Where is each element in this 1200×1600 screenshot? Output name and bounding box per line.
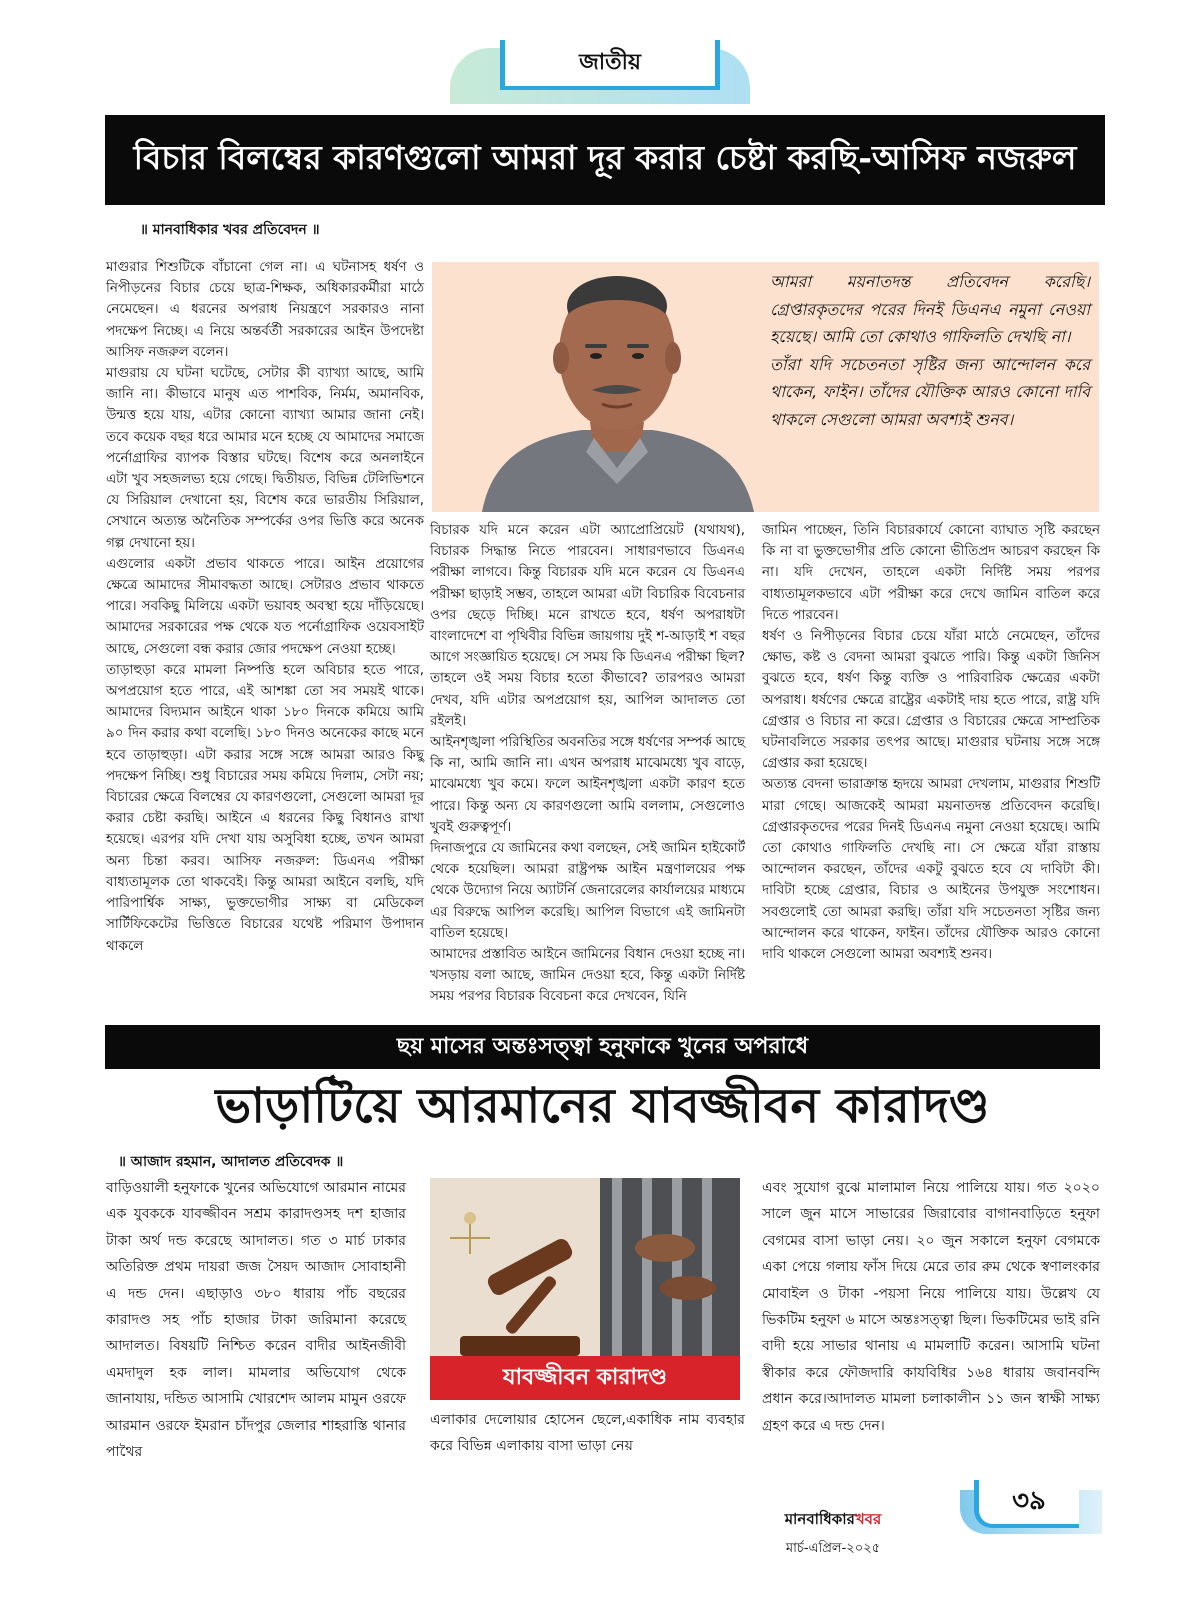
page-number: ৩৯ <box>974 1480 1079 1528</box>
paragraph: মাগুরার শিশুটিকে বাঁচানো গেল না। এ ঘটনাসহ ধর্ষণ ও নিপীড়নের বিচার চেয়ে ছাত্র-শিক্ষক, অধিকারকর্মীরা মাঠে নেমেছেন। এ ধরনের অপরাধ নিয়ন্ত্রণে সরকারও নানা পদক্ষেপ নিচ্ছে। এ নিয়ে অন্তর্বর্তী সরকারের আইন উপদেষ্টা আসিফ নজরুল বলেন। <box>106 260 424 360</box>
story1-byline: ॥ মানবাধিকার খবর প্রতিবেদন ॥ <box>140 222 320 238</box>
story1-column-3 <box>762 520 1100 995</box>
story1-headline: বিচার বিলম্বের কারণগুলো আমরা দূর করার চেষ্টা করছি-আসিফ নজরুল <box>105 115 1105 205</box>
story2-byline: ॥ আজাদ রহমান, আদালত প্রতিবেদক ॥ <box>118 1154 344 1170</box>
paragraph: অত্যন্ত বেদনা ভারাক্রান্ত হৃদয়ে আমরা দেখলাম, মাগুরার শিশুটি মারা গেছে। আজকেই আমরা ময়নাতদন্ত প্রতিবেদন করেছি। গ্রেপ্তারকৃতদের পরের দিনই ডিএনএ নমুনা নেওয়া হয়েছে। আমি তো কোথাও গাফিলতি দেখছি না। সে ক্ষেত্রে যাঁরা রাস্তায় আন্দোলন করছেন, তাঁদের একটু বুঝতে হবে যে দাবিটা কী। দাবিটা হচ্ছে গ্রেপ্তার, বিচার ও আইনের উপযুক্ত সংশোধন। সবগুলোই তো আমরা করছি। তাঁরা যদি সচেতনতা সৃষ্টির জন্য আন্দোলন করে থাকেন, ফাইন। তাঁদের যৌক্তিক আরও কোনো দাবি থাকলে সেগুলো আমরা অবশ্যই শুনব। <box>762 777 1100 963</box>
gavel-image <box>430 1178 740 1400</box>
portrait-photo <box>472 262 762 512</box>
paragraph: মাগুরায় যে ঘটনা ঘটেছে, সেটার কী ব্যাখ্যা আছে, আমি জানি না। কীভাবে মানুষ এত পাশবিক, নির্মম, অমানবিক, উন্মত্ত হয়ে যায়, এটার কোনো ব্যাখ্যা আমার জানা নেই। তবে কয়েক বছর ধরে আমার মনে হচ্ছে যে আমাদের সমাজে পর্নোগ্রাফির ব্যাপক বিস্তার ঘটছে। বিশেষ করে অনলাইনে এটা খুব সহজলভ্য হয়ে গেছে। দ্বিতীয়ত, বিভিন্ন টেলিভিশনে যে সিরিয়াল দেখানো হয়, বিশেষ করে ভারতীয় সিরিয়াল, সেখানে অত্যন্ত অনৈতিক সম্পর্কের ওপর ভিত্তি করে অনেক গল্প দেখানো হয়। <box>106 366 424 551</box>
paragraph: জামিন পাচ্ছেন, তিনি বিচারকার্যে কোনো ব্যাঘাত সৃষ্টি করছেন কি না বা ভুক্তভোগীর প্রতি কোনো ভীতিপ্রদ আচরণ করছেন কি না। যদি দেখেন, তাহলে একটা নির্দিষ্ট সময় পরপর বাধ্যতামূলকভাবে এটা পরীক্ষা করে দেখে জামিন বাতিল করে দিতে পারবেন। <box>762 523 1100 623</box>
logo-part-1: মানবাধিকার <box>784 1510 855 1528</box>
story2-headline: ভাড়াটিয়ে আরমানের যাবজ্জীবন কারাদণ্ড <box>215 1078 990 1134</box>
pull-quote-paragraph: আমরা ময়নাতদন্ত প্রতিবেদন করেছি। গ্রেপ্তারকৃতদের পরের দিনই ডিএনএ নমুনা নেওয়া হয়েছে। আমি তো কোথাও গাফিলতি দেখছি না। <box>770 272 1090 346</box>
pull-quote-paragraph: তাঁরা যদি সচেতনতা সৃষ্টির জন্য আন্দোলন করে থাকেন, ফাইন। তাঁদের যৌক্তিক আরও কোনো দাবি থাকলে সেগুলো আমরা অবশ্যই শুনব। <box>770 354 1090 429</box>
paragraph: এলাকার দেলোয়ার হোসেন ছেলে,একাধিক নাম ব্যবহার করে বিভিন্ন এলাকায় বাসা ভাড়া নেয় <box>430 1412 745 1455</box>
paragraph: এবং সুযোগ বুঝে মালামাল নিয়ে পালিয়ে যায়। গত ২০২০ সালে জুন মাসে সাভারের জিরাবোর বাগানবাড়িতে হনুফা বেগমের বাসা ভাড়া নেয়। ২০ জুন সকালে হনুফা বেগমকে একা পেয়ে গলায় ফাঁস দিয়ে মেরে তার রুম থেকে স্বণালংকার মোবাইল ও টাকা -পয়সা নিয়ে পালিয়ে যায়। উল্লেখ যে ভিকটিম হনুফা ৬ মাসে অন্তঃসত্ত্বা ছিল। ভিকটিমের ভাই রনি বাদী হয়ে সাভার থানায় এ মামলাটি করেন। আসামি ঘটনা স্বীকার করে ফৌজদারি কাযবিধির ১৬৪ ধারায় জবানবন্দি প্রধান করে।আদালত মামলা চলাকালীন ১১ জন স্বাক্ষী সাক্ষ্য গ্রহণ করে এ দন্ড দেন। <box>762 1180 1100 1434</box>
paragraph: দিনাজপুরে যে জামিনের কথা বলছেন, সেই জামিন হাইকোর্ট থেকে হয়েছিল। আমরা রাষ্ট্রপক্ষ আইন মন্ত্রণালয়ের পক্ষ থেকে উদ্যোগ নিয়ে অ্যাটর্নি জেনারেলের কার্যালয়ের মাধ্যমে এর বিরুদ্ধে আপিল করেছি। আপিল বিভাগে এই জামিনটা বাতিল হয়েছে। <box>430 841 745 941</box>
paragraph: এগুলোর একটা প্রভাব থাকতে পারে। আইন প্রয়োগের ক্ষেত্রে আমাদের সীমাবদ্ধতা আছে। সেটারও প্রভাব থাকতে পারে। সবকিছু মিলিয়ে একটা ভয়াবহ অবস্থা হয়ে দাঁড়িয়েছে। আমাদের সরকারের পক্ষ থেকে যত পর্নোগ্রাফিক ওয়েবসাইট আছে, সেগুলো বন্ধ করার জোর পদক্ষেপ নেওয়া হচ্ছে। <box>106 556 424 657</box>
story2-column-2 <box>430 1407 745 1467</box>
paragraph: আইনশৃঙ্খলা পরিস্থিতির অবনতির সঙ্গে ধর্ষণের সম্পর্ক আছে কি না, আমি জানি না। এখন অপরাধ মাঝেমধ্যে খুব বাড়ে, মাঝেমধ্যে খুব কমে। ফলে আইনশৃঙ্খলা একটা কারণ হতে পারে। কিন্তু অন্য যে কারণগুলো আমি বললাম, সেগুলোও খুবই গুরুত্বপূর্ণ। <box>430 735 745 835</box>
story1-column-1 <box>106 257 424 995</box>
paragraph: বাড়িওয়ালী হনুফাকে খুনের অভিযোগে আরমান নামের এক যুবককে যাবজ্জীবন সশ্রম কারাদণ্ডসহ দশ হাজার টাকা অর্থ দন্ড করেছে আদালত। গত ৩ মার্চ ঢাকার অতিরিক্ত প্রথম দায়রা জজ সৈয়দ আজাদ সোবাহানী এ দন্ড দেন। এছাড়াও ৩৮০ ধারায় পাঁচ বছরের কারাদণ্ড সহ পাঁচ হাজার টাকা জরিমানা করেছে আদালত। বিষয়টি নিশ্চিত করেন বাদীর আইনজীবী এমদাদুল হক লাল। মামলার অভিযোগ থেকে জানাযায়, দন্ডিত আসামি খোরশেদ আলম মামুন ওরফে আরমান ওরফে ইমরান চাঁদপুর জেলার শাহরাস্তি থানার পাথৈর <box>106 1180 406 1461</box>
paragraph: আমাদের প্রস্তাবিত আইনে জামিনের বিধান দেওয়া হচ্ছে না। খসড়ায় বলা আছে, জামিন দেওয়া হবে, কিন্তু একটা নির্দিষ্ট সময় পরপর বিচারক বিবেচনা করে দেখবেন, যিনি <box>430 947 745 1005</box>
page-number-tab <box>960 1486 1102 1534</box>
logo-part-2: খবর <box>854 1510 882 1528</box>
magazine-logo <box>758 1508 908 1560</box>
paragraph: বিচারক যদি মনে করেন এটা অ্যাপ্রোপ্রিয়েট (যথাযথ), বিচারক সিদ্ধান্ত নিতে পারবেন। সাধারণভাবে ডিএনএ পরীক্ষা লাগবে। কিন্তু বিচারক যদি মনে করেন যে ডিএনএ পরীক্ষা ছাড়াই সম্ভব, তাহলে আমরা এটা বিচারিক বিবেচনার ওপর ছেড়ে দিচ্ছি। মনে রাখতে হবে, ধর্ষণ অপরাধটা বাংলাদেশে বা পৃথিবীর বিভিন্ন জায়গায় দুই শ-আড়াই শ বছর আগে সংজ্ঞায়িত হয়েছে। সে সময় কি ডিএনএ পরীক্ষা ছিল? তাহলে ওই সময় বিচার হতো কীভাবে? তারপরও আমরা দেখব, যদি এটার অপপ্রয়োগ হয়, আপিল আদালত তো রইলই। <box>430 523 745 729</box>
story1-column-2 <box>430 520 745 1005</box>
story2-column-3 <box>762 1175 1100 1475</box>
paragraph: ধর্ষণ ও নিপীড়নের বিচার চেয়ে যাঁরা মাঠে নেমেছেন, তাঁদের ক্ষোভ, কষ্ট ও বেদনা আমরা বুঝতে পারি। কিন্তু একটা জিনিস বুঝতে হবে, ধর্ষণ কিন্তু ব্যক্তি ও পারিবারিক ক্ষেত্রের একটা অপরাধ। ধর্ষণের ক্ষেত্রে রাষ্ট্রের একটাই দায় হতে পারে, রাষ্ট্র যদি গ্রেপ্তার ও বিচার না করে। গ্রেপ্তার ও বিচারের ক্ষেত্রে সাম্প্রতিক ঘটনাবলিতে সরকার তৎপর আছে। মাগুরার ঘটনায় সঙ্গে সঙ্গে গ্রেপ্তার করা হয়েছে। <box>762 629 1100 772</box>
section-tab <box>440 30 760 102</box>
story2-column-1 <box>106 1175 406 1500</box>
paragraph: তাড়াহুড়া করে মামলা নিষ্পত্তি হলে অবিচার হতে পারে, অপপ্রয়োগ হতে পারে, এই আশঙ্কা তো সব সময়ই থাকে। আমাদের বিদ্যমান আইনে থাকা ১৮০ দিনকে কমিয়ে আমি ৯০ দিন করার কথা বলেছি। ১৮০ দিনও অনেকের কাছে মনে হবে তাড়াহুড়া। এটা করার সঙ্গে সঙ্গে আমরা আরও কিছু পদক্ষেপ নিচ্ছি। শুধু বিচারের সময় কমিয়ে দিলাম, সেটা নয়; বিচারের ক্ষেত্রে বিলম্বের যে কারণগুলো, সেগুলো আমরা দূর করার চেষ্টা করছি। আইনে এ ধরনের কিছু বিধানও রাখা হয়েছে। এরপর যদি দেখা যায় অসুবিধা হচ্ছে, তখন আমরা অন্য চিন্তা করব। আসিফ নজরুল: ডিএনএ পরীক্ষা বাধ্যতামূলক তো থাকবেই। কিন্তু আমরা আইনে বলছি, যদি পারিপার্শ্বিক সাক্ষ্য, ভুক্তভোগীর সাক্ষ্য বা মেডিকেল সার্টিফিকেটের ভিত্তিতে বিচারের যথেষ্ট পরিমাণ উপাদান থাকলে <box>106 662 424 954</box>
pull-quote <box>770 268 1090 433</box>
story2-kicker: ছয় মাসের অন্তঃসত্ত্বা হনুফাকে খুনের অপরাধে <box>105 1025 1100 1069</box>
section-label: জাতীয় <box>500 40 720 90</box>
issue-date: মার্চ-এপ্রিল-২০২৫ <box>785 1541 881 1556</box>
logo-wordmark <box>758 1508 908 1533</box>
image-caption-banner: যাবজ্জীবন কারাদণ্ড <box>430 1356 740 1400</box>
